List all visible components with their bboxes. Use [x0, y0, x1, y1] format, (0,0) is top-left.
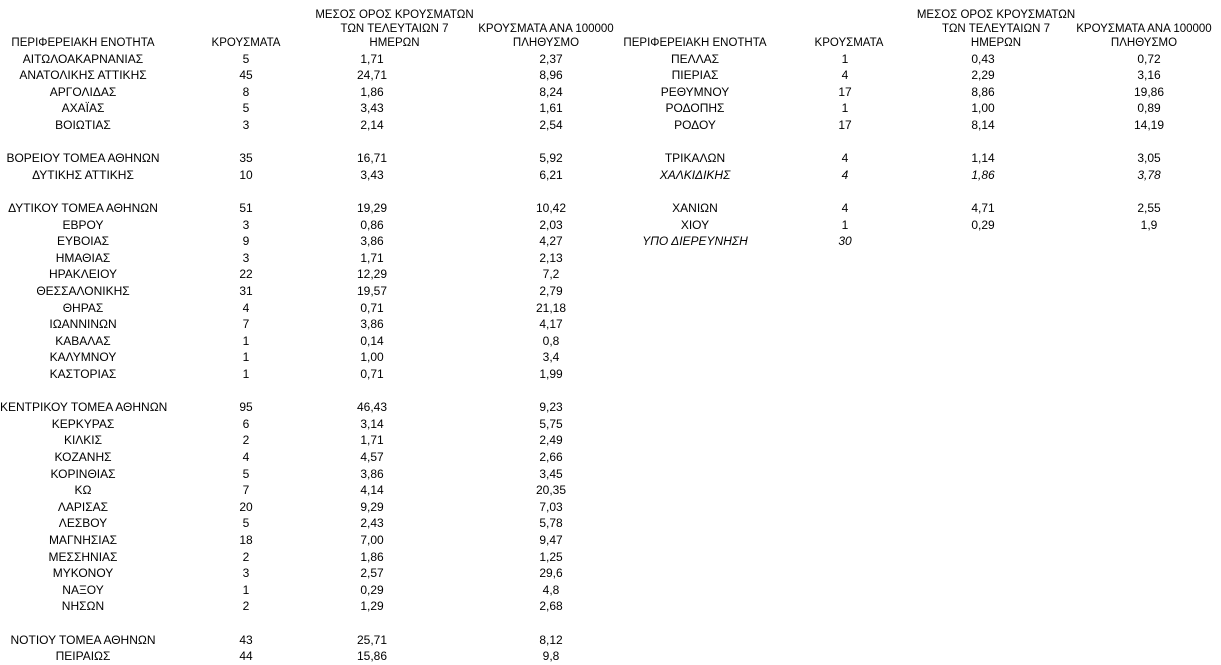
cell-per100k: 4,17	[539, 317, 563, 332]
cell-cases: 4	[242, 449, 250, 464]
table-row	[0, 250, 620, 267]
table-row	[615, 150, 1221, 167]
cell-cases: 30	[838, 234, 852, 249]
header-cases: ΚΡΟΥΣΜΑΤΑ	[814, 37, 884, 49]
cell-cases: 7	[242, 483, 250, 498]
table-row	[0, 432, 620, 449]
header-region: ΠΕΡΙΦΕΡΕΙΑΚΗ ΕΝΟΤΗΤΑ	[623, 37, 767, 49]
cell-per100k: 1,25	[539, 549, 563, 564]
cell-region: ΘΗΡΑΣ	[62, 300, 104, 315]
cell-cases: 44	[239, 649, 253, 664]
cell-cases: 4	[841, 167, 849, 182]
table-row	[0, 316, 620, 333]
right-table	[615, 0, 1221, 661]
cell-per100k: 9,47	[539, 532, 563, 547]
cell-cases: 5	[242, 51, 250, 66]
cell-cases: 10	[239, 167, 253, 182]
table-row	[0, 84, 620, 101]
cell-region: ΝΗΣΩΝ	[61, 599, 105, 614]
table-row	[0, 283, 620, 300]
cell-cases: 1	[841, 101, 849, 116]
cell-region: ΡΟΔΟΥ	[674, 117, 716, 132]
cell-region: ΒΟΙΩΤΙΑΣ	[55, 117, 111, 132]
cell-region: ΕΥΒΟΙΑΣ	[56, 234, 110, 249]
cell-avg7: 0,71	[360, 366, 384, 381]
table-row	[0, 648, 620, 665]
cell-cases: 22	[239, 267, 253, 282]
header-per100k: ΚΡΟΥΣΜΑΤΑ ΑΝΑ 100000 ΠΛΗΘΥΣΜΟ	[1076, 23, 1212, 49]
cell-cases: 4	[841, 68, 849, 83]
table-row	[615, 200, 1221, 217]
cell-per100k: 2,79	[539, 283, 563, 298]
cell-per100k: 3,78	[1137, 167, 1161, 182]
cell-avg7: 16,71	[356, 151, 388, 166]
cell-cases: 5	[242, 101, 250, 116]
cell-per100k: 20,35	[535, 483, 567, 498]
table-row	[615, 217, 1221, 234]
cell-region: ΚΩ	[74, 483, 92, 498]
table-row	[0, 117, 620, 134]
cell-per100k: 2,68	[539, 599, 563, 614]
table-row	[0, 499, 620, 516]
cell-per100k: 3,4	[542, 350, 560, 365]
cell-avg7: 1,71	[360, 250, 384, 265]
cell-avg7: 8,14	[971, 117, 995, 132]
cell-per100k: 3,45	[539, 466, 563, 481]
table-row	[0, 300, 620, 317]
cell-avg7: 2,14	[360, 117, 384, 132]
cell-region: ΧΑΝΙΩΝ	[672, 200, 718, 215]
cell-per100k: 4,27	[539, 234, 563, 249]
cell-avg7: 1,86	[360, 84, 384, 99]
cell-per100k: 3,05	[1137, 151, 1161, 166]
cell-region: ΚΕΝΤΡΙΚΟΥ ΤΟΜΕΑ ΑΘΗΝΩΝ	[0, 400, 168, 415]
cell-per100k: 21,18	[535, 300, 567, 315]
cell-per100k: 14,19	[1133, 117, 1165, 132]
cell-avg7: 3,86	[360, 317, 384, 332]
cell-cases: 45	[239, 68, 253, 83]
cell-cases: 2	[242, 599, 250, 614]
cell-cases: 1	[841, 51, 849, 66]
cell-region: ΡΕΘΥΜΝΟΥ	[660, 84, 730, 99]
cell-region: ΜΕΣΣΗΝΙΑΣ	[48, 549, 118, 564]
cell-cases: 3	[242, 217, 250, 232]
cell-avg7: 1,71	[360, 433, 384, 448]
cell-avg7: 46,43	[356, 400, 388, 415]
cell-cases: 1	[242, 366, 250, 381]
cell-cases: 1	[242, 350, 250, 365]
cell-cases: 1	[242, 582, 250, 597]
cell-avg7: 0,14	[360, 333, 384, 348]
cell-region: ΚΕΡΚΥΡΑΣ	[51, 416, 115, 431]
cell-region: ΜΥΚΟΝΟΥ	[52, 566, 114, 581]
cell-per100k: 8,96	[539, 68, 563, 83]
cell-region: ΘΕΣΣΑΛΟΝΙΚΗΣ	[36, 283, 130, 298]
cell-per100k: 5,92	[539, 151, 563, 166]
cell-cases: 9	[242, 234, 250, 249]
cell-avg7: 0,71	[360, 300, 384, 315]
cell-per100k: 2,54	[539, 117, 563, 132]
cell-region: ΝΑΞΟΥ	[62, 582, 104, 597]
cell-avg7: 3,14	[360, 416, 384, 431]
cell-per100k: 7,03	[539, 499, 563, 514]
cell-cases: 35	[239, 151, 253, 166]
cell-avg7: 1,71	[360, 51, 384, 66]
table-row	[0, 549, 620, 566]
cell-per100k: 5,75	[539, 416, 563, 431]
table-row	[0, 565, 620, 582]
cell-region: ΤΡΙΚΑΛΩΝ	[664, 151, 726, 166]
cell-region: ΚΙΛΚΙΣ	[63, 433, 103, 448]
cell-region: ΚΑΒΑΛΑΣ	[55, 333, 111, 348]
cell-region: ΡΟΔΟΠΗΣ	[665, 101, 725, 116]
cell-region: ΔΥΤΙΚΗΣ ΑΤΤΙΚΗΣ	[32, 167, 134, 182]
cell-cases: 43	[239, 632, 253, 647]
cell-region: ΚΟΖΑΝΗΣ	[54, 449, 112, 464]
cell-region: ΚΑΛΥΜΝΟΥ	[49, 350, 117, 365]
table-row	[0, 532, 620, 549]
cell-avg7: 0,29	[360, 582, 384, 597]
cell-region: ΑΝΑΤΟΛΙΚΗΣ ΑΤΤΙΚΗΣ	[19, 68, 147, 83]
cell-avg7: 19,29	[356, 200, 388, 215]
cell-per100k: 1,99	[539, 366, 563, 381]
cell-region: ΚΑΣΤΟΡΙΑΣ	[49, 366, 117, 381]
cell-per100k: 2,03	[539, 217, 563, 232]
cell-per100k: 9,23	[539, 400, 563, 415]
table-row	[615, 67, 1221, 84]
cell-avg7: 1,14	[971, 151, 995, 166]
cell-region: ΠΕΙΡΑΙΩΣ	[55, 649, 111, 664]
cell-avg7: 1,86	[971, 167, 995, 182]
table-row	[0, 515, 620, 532]
cell-region: ΑΧΑΪΑΣ	[61, 101, 105, 116]
cell-cases: 5	[242, 466, 250, 481]
cell-region: ΗΜΑΘΙΑΣ	[55, 250, 111, 265]
table-row	[0, 416, 620, 433]
cell-cases: 1	[242, 333, 250, 348]
cell-region: ΧΑΛΚΙΔΙΚΗΣ	[659, 167, 731, 182]
table-row	[615, 84, 1221, 101]
table-row	[615, 51, 1221, 68]
cell-cases: 8	[242, 84, 250, 99]
cell-cases: 20	[239, 499, 253, 514]
cell-cases: 4	[841, 200, 849, 215]
cell-avg7: 19,57	[356, 283, 388, 298]
cell-per100k: 8,12	[539, 632, 563, 647]
cell-per100k: 0,8	[542, 333, 560, 348]
cell-per100k: 1,61	[539, 101, 563, 116]
cell-region: ΔΥΤΙΚΟΥ ΤΟΜΕΑ ΑΘΗΝΩΝ	[8, 200, 158, 215]
cell-region: ΕΒΡΟΥ	[62, 217, 104, 232]
cell-region: ΙΩΑΝΝΙΝΩΝ	[49, 317, 117, 332]
cell-avg7: 24,71	[356, 68, 388, 83]
cell-avg7: 4,71	[971, 200, 995, 215]
cell-per100k: 5,78	[539, 516, 563, 531]
cell-region: ΜΑΓΝΗΣΙΑΣ	[48, 532, 118, 547]
cell-avg7: 0,86	[360, 217, 384, 232]
table-row	[0, 399, 620, 416]
cell-cases: 7	[242, 317, 250, 332]
cell-region: ΗΡΑΚΛΕΙΟΥ	[48, 267, 118, 282]
cell-avg7: 9,29	[360, 499, 384, 514]
cell-per100k: 19,86	[1133, 84, 1165, 99]
cell-avg7: 12,29	[356, 267, 388, 282]
cell-cases: 2	[242, 549, 250, 564]
cell-avg7: 3,43	[360, 167, 384, 182]
header-region: ΠΕΡΙΦΕΡΕΙΑΚΗ ΕΝΟΤΗΤΑ	[11, 37, 155, 49]
cell-region: ΒΟΡΕΙΟΥ ΤΟΜΕΑ ΑΘΗΝΩΝ	[6, 151, 160, 166]
cell-region: ΧΙΟΥ	[680, 217, 710, 232]
cell-per100k: 2,37	[539, 51, 563, 66]
header-avg7: ΜΕΣΟΣ ΟΡΟΣ ΚΡΟΥΣΜΑΤΩΝ ΤΩΝ ΤΕΛΕΥΤΑΙΩΝ 7 ΗΜΕΡΩΝ	[916, 9, 1076, 49]
cell-region: ΠΕΛΛΑΣ	[670, 51, 720, 66]
cell-region: ΠΙΕΡΙΑΣ	[671, 68, 719, 83]
cell-avg7: 3,86	[360, 466, 384, 481]
table-row	[0, 333, 620, 350]
table-row	[615, 167, 1221, 184]
cell-avg7: 15,86	[356, 649, 388, 664]
cell-cases: 51	[239, 200, 253, 215]
cell-per100k: 8,24	[539, 84, 563, 99]
cell-region: ΛΑΡΙΣΑΣ	[57, 499, 109, 514]
cell-avg7: 8,86	[971, 84, 995, 99]
table-row	[0, 100, 620, 117]
table-row	[615, 100, 1221, 117]
cell-per100k: 1,9	[1140, 217, 1158, 232]
cell-avg7: 7,00	[360, 532, 384, 547]
cell-avg7: 3,43	[360, 101, 384, 116]
cell-avg7: 3,86	[360, 234, 384, 249]
cell-region: ΝΟΤΙΟΥ ΤΟΜΕΑ ΑΘΗΝΩΝ	[10, 632, 156, 647]
cell-cases: 18	[239, 532, 253, 547]
cell-avg7: 1,00	[971, 101, 995, 116]
cell-cases: 2	[242, 433, 250, 448]
cell-per100k: 2,66	[539, 449, 563, 464]
cell-avg7: 2,43	[360, 516, 384, 531]
cell-per100k: 2,13	[539, 250, 563, 265]
cell-avg7: 2,57	[360, 566, 384, 581]
cell-cases: 31	[239, 283, 253, 298]
table-row	[0, 217, 620, 234]
cell-per100k: 2,49	[539, 433, 563, 448]
cell-avg7: 4,14	[360, 483, 384, 498]
cell-per100k: 0,89	[1137, 101, 1161, 116]
header-cases: ΚΡΟΥΣΜΑΤΑ	[211, 37, 281, 49]
cell-per100k: 9,8	[542, 649, 560, 664]
table-row	[0, 67, 620, 84]
cell-avg7: 1,00	[360, 350, 384, 365]
cell-region: ΑΙΤΩΛΟΑΚΑΡΝΑΝΙΑΣ	[22, 51, 144, 66]
table-row	[0, 449, 620, 466]
cell-per100k: 2,55	[1137, 200, 1161, 215]
cell-cases: 3	[242, 117, 250, 132]
cell-region: ΑΡΓΟΛΙΔΑΣ	[49, 84, 117, 99]
table-row	[0, 582, 620, 599]
table-row	[615, 233, 1221, 250]
cell-cases: 6	[242, 416, 250, 431]
table-row	[0, 150, 620, 167]
table-row	[0, 266, 620, 283]
cell-avg7: 2,29	[971, 68, 995, 83]
table-row	[0, 466, 620, 483]
table-row	[0, 598, 620, 615]
cell-cases: 17	[838, 84, 852, 99]
table-row	[0, 167, 620, 184]
cell-per100k: 3,16	[1137, 68, 1161, 83]
cell-cases: 4	[841, 151, 849, 166]
table-row	[0, 51, 620, 68]
cell-region: ΥΠΟ ΔΙΕΡΕΥΝΗΣΗ	[642, 234, 748, 249]
cell-avg7: 1,29	[360, 599, 384, 614]
cell-cases: 1	[841, 217, 849, 232]
cell-region: ΚΟΡΙΝΘΙΑΣ	[50, 466, 116, 481]
cell-per100k: 4,8	[542, 582, 560, 597]
cell-avg7: 0,43	[971, 51, 995, 66]
table-row	[0, 233, 620, 250]
cell-cases: 17	[838, 117, 852, 132]
cell-per100k: 6,21	[539, 167, 563, 182]
table-row	[0, 349, 620, 366]
cell-per100k: 0,72	[1137, 51, 1161, 66]
cell-avg7: 1,86	[360, 549, 384, 564]
table-row	[615, 117, 1221, 134]
cell-per100k: 29,6	[539, 566, 563, 581]
table-row	[0, 200, 620, 217]
header-avg7: ΜΕΣΟΣ ΟΡΟΣ ΚΡΟΥΣΜΑΤΩΝ ΤΩΝ ΤΕΛΕΥΤΑΙΩΝ 7 ΗΜΕΡΩΝ	[315, 9, 474, 49]
cell-cases: 95	[239, 400, 253, 415]
cell-avg7: 0,29	[971, 217, 995, 232]
cell-cases: 3	[242, 250, 250, 265]
cell-cases: 3	[242, 566, 250, 581]
table-row	[0, 482, 620, 499]
cell-per100k: 7,2	[542, 267, 560, 282]
cell-cases: 5	[242, 516, 250, 531]
cell-per100k: 10,42	[535, 200, 567, 215]
table-row	[0, 366, 620, 383]
cell-avg7: 4,57	[360, 449, 384, 464]
table-row	[0, 632, 620, 649]
cell-region: ΛΕΣΒΟΥ	[58, 516, 108, 531]
cell-cases: 4	[242, 300, 250, 315]
cell-avg7: 25,71	[356, 632, 388, 647]
header-per100k: ΚΡΟΥΣΜΑΤΑ ΑΝΑ 100000 ΠΛΗΘΥΣΜΟ	[478, 23, 614, 49]
